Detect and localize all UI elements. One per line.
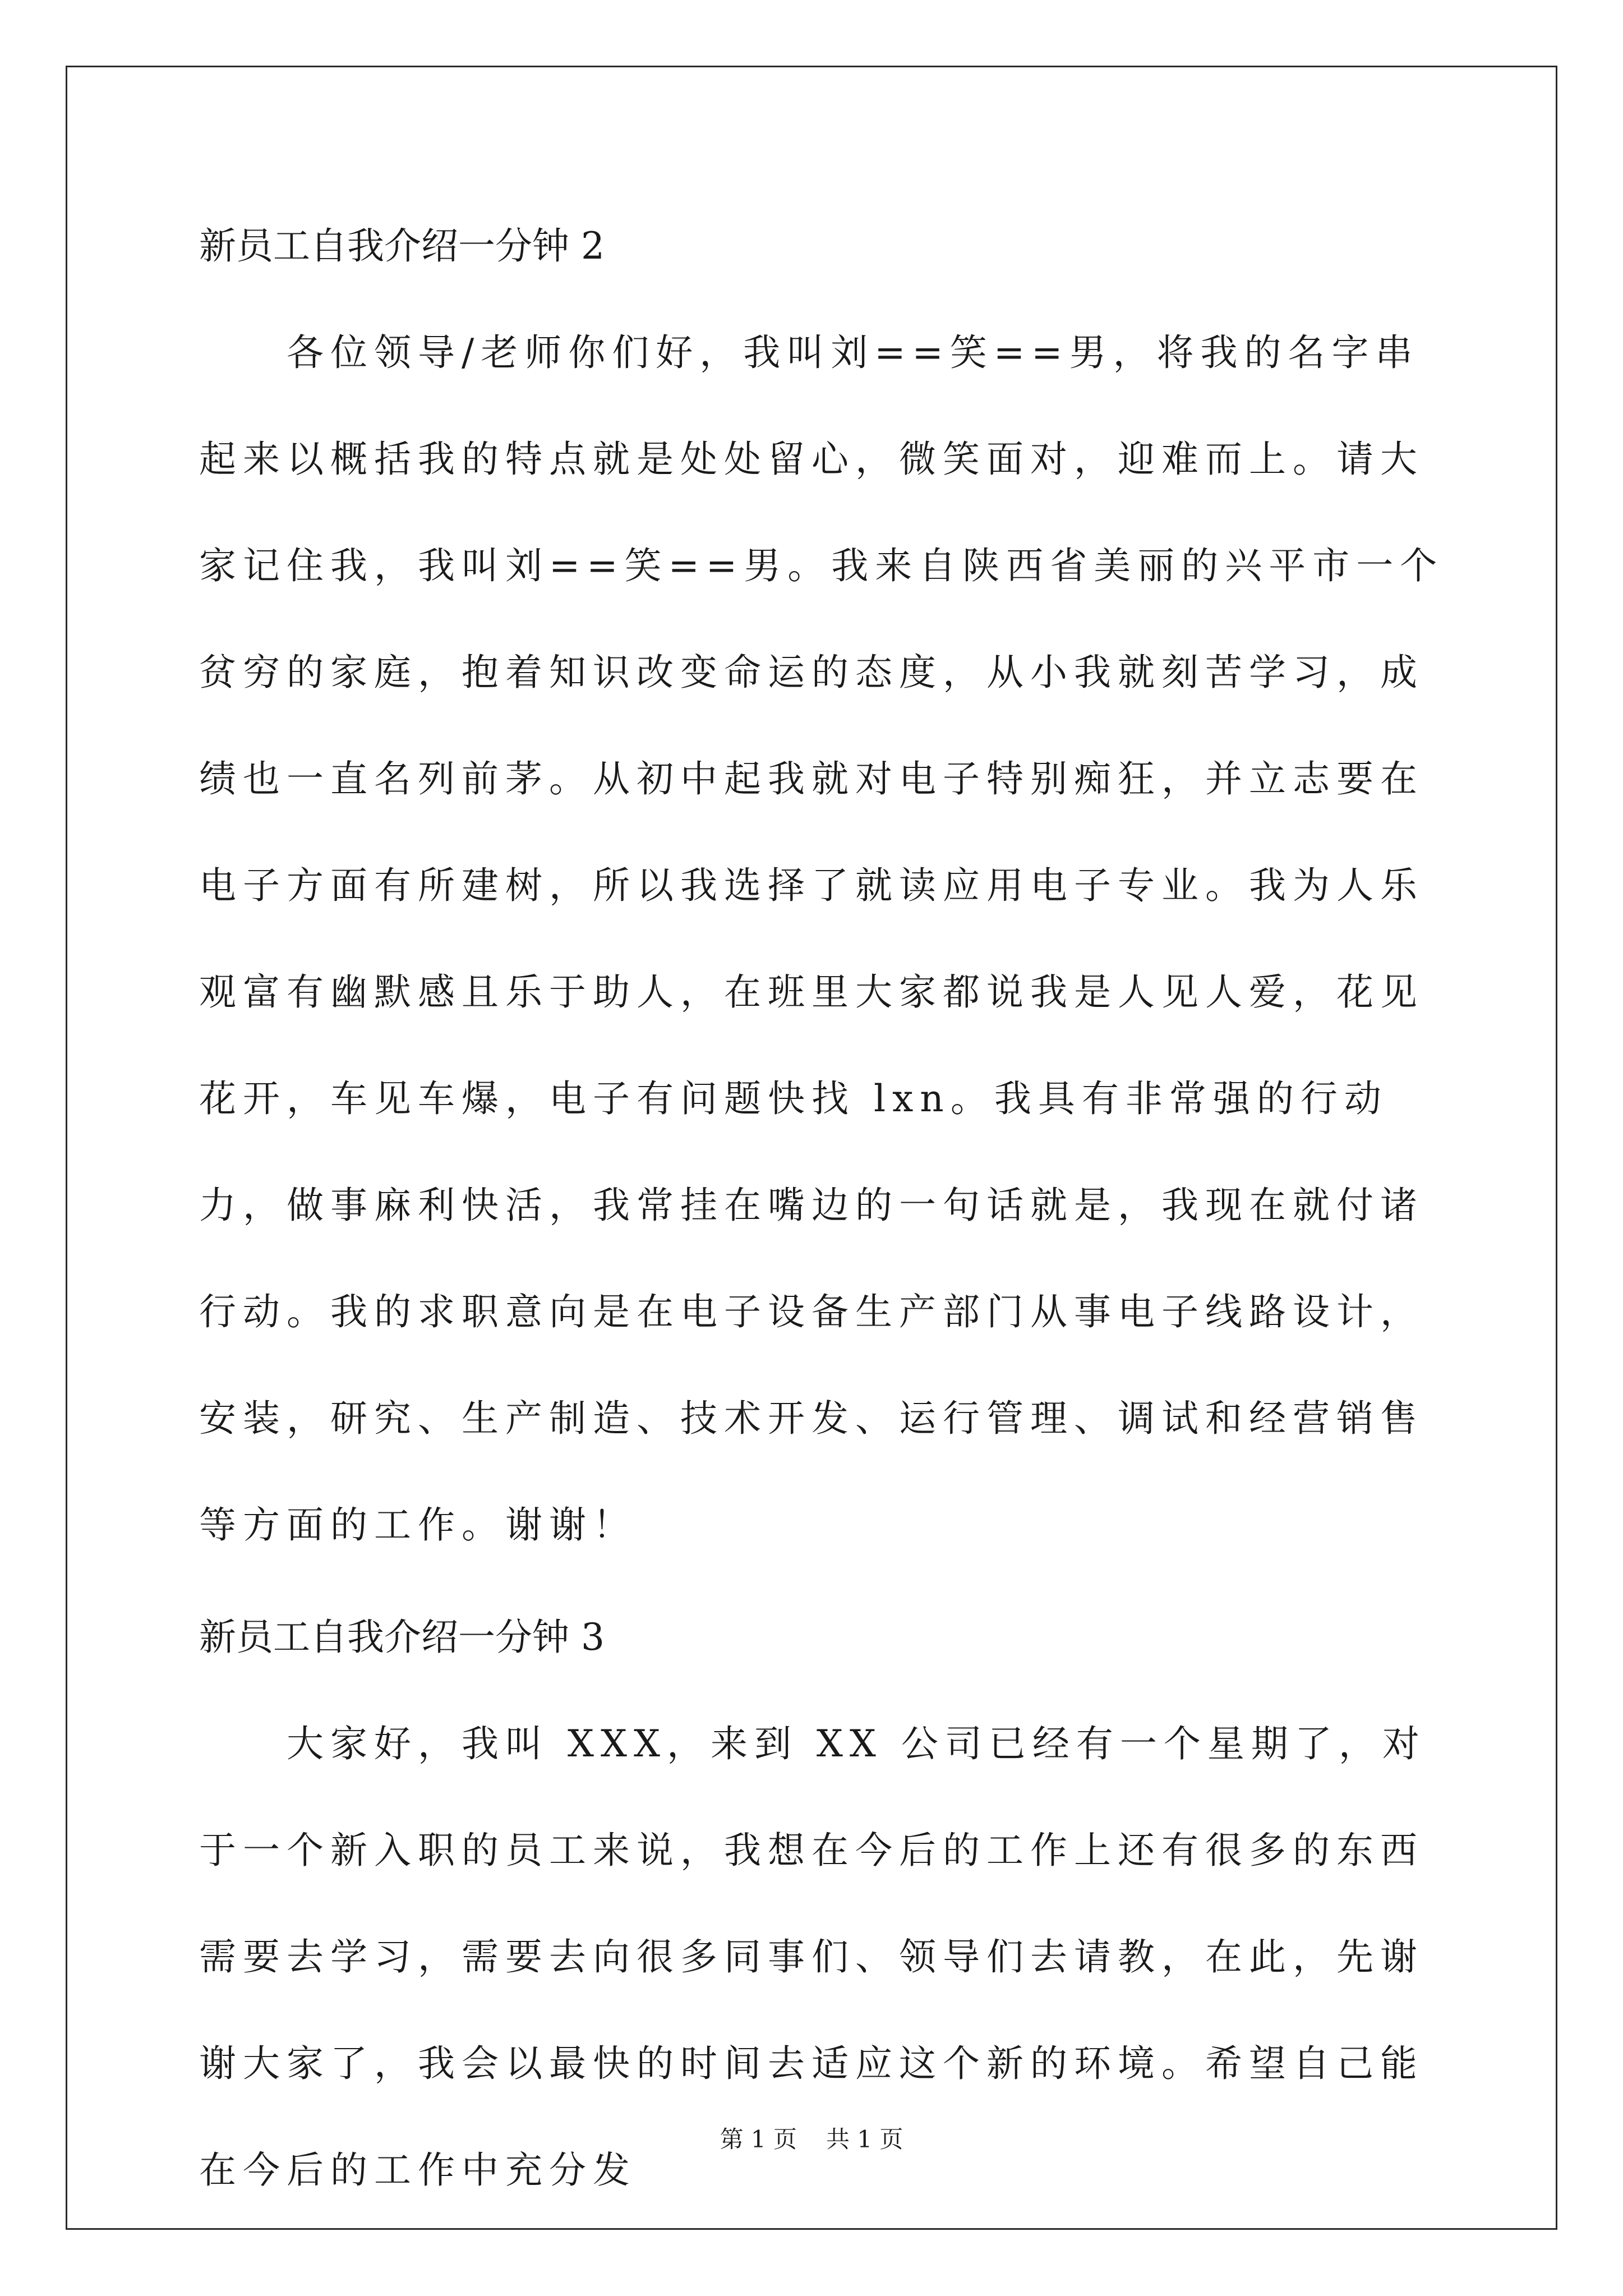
page-total: 共 1 页	[826, 2125, 903, 2153]
section-heading: 新员工自我介绍一分钟 2	[199, 224, 605, 268]
section-paragraph: 各位领导/老师你们好，我叫刘==笑==男，将我的名字串起来以概括我的特点就是处处留心，微笑面对，迎难而上。请大家记住我，我叫刘==笑==男。我来自陕西省美丽的兴平市一个贫穷的家庭，抱着知识改变命运的态度，从小我就刻苦学习，成绩也一直名列前茅。从初中起我就对电子特别痴狂，并立志要在电子方面有所建树，所以我选择了就读应用电子专业。我为人乐观富有幽默感且乐于助人，在班里大家都说我是人见人爱，花见花开，车见车爆，电子有问题快找 lxn。我具有非常强的行动力，做事麻利快活，我常挂在嘴边的一句话就是，我现在就付诸行动。我的求职意向是在电子设备生产部门从事电子线路设计，安装，研究、生产制造、技术开发、运行管理、调试和经营销售等方面的工作。谢谢！	[199, 331, 1444, 1547]
section-paragraph: 大家好，我叫 XXX，来到 XX 公司已经有一个星期了，对于一个新入职的员工来说，我想在今后的工作上还有很多的东西需要去学习，需要去向很多同事们、领导们去请教，在此，先谢谢大家了，我会以最快的时间去适应这个新的环境。希望自己能在今后的工作中充分发	[199, 1722, 1426, 2192]
page-footer	[0, 2123, 1623, 2156]
page-number: 第 1 页	[720, 2125, 797, 2153]
section-heading: 新员工自我介绍一分钟 3	[199, 1616, 605, 1659]
document-body	[199, 213, 1455, 2224]
